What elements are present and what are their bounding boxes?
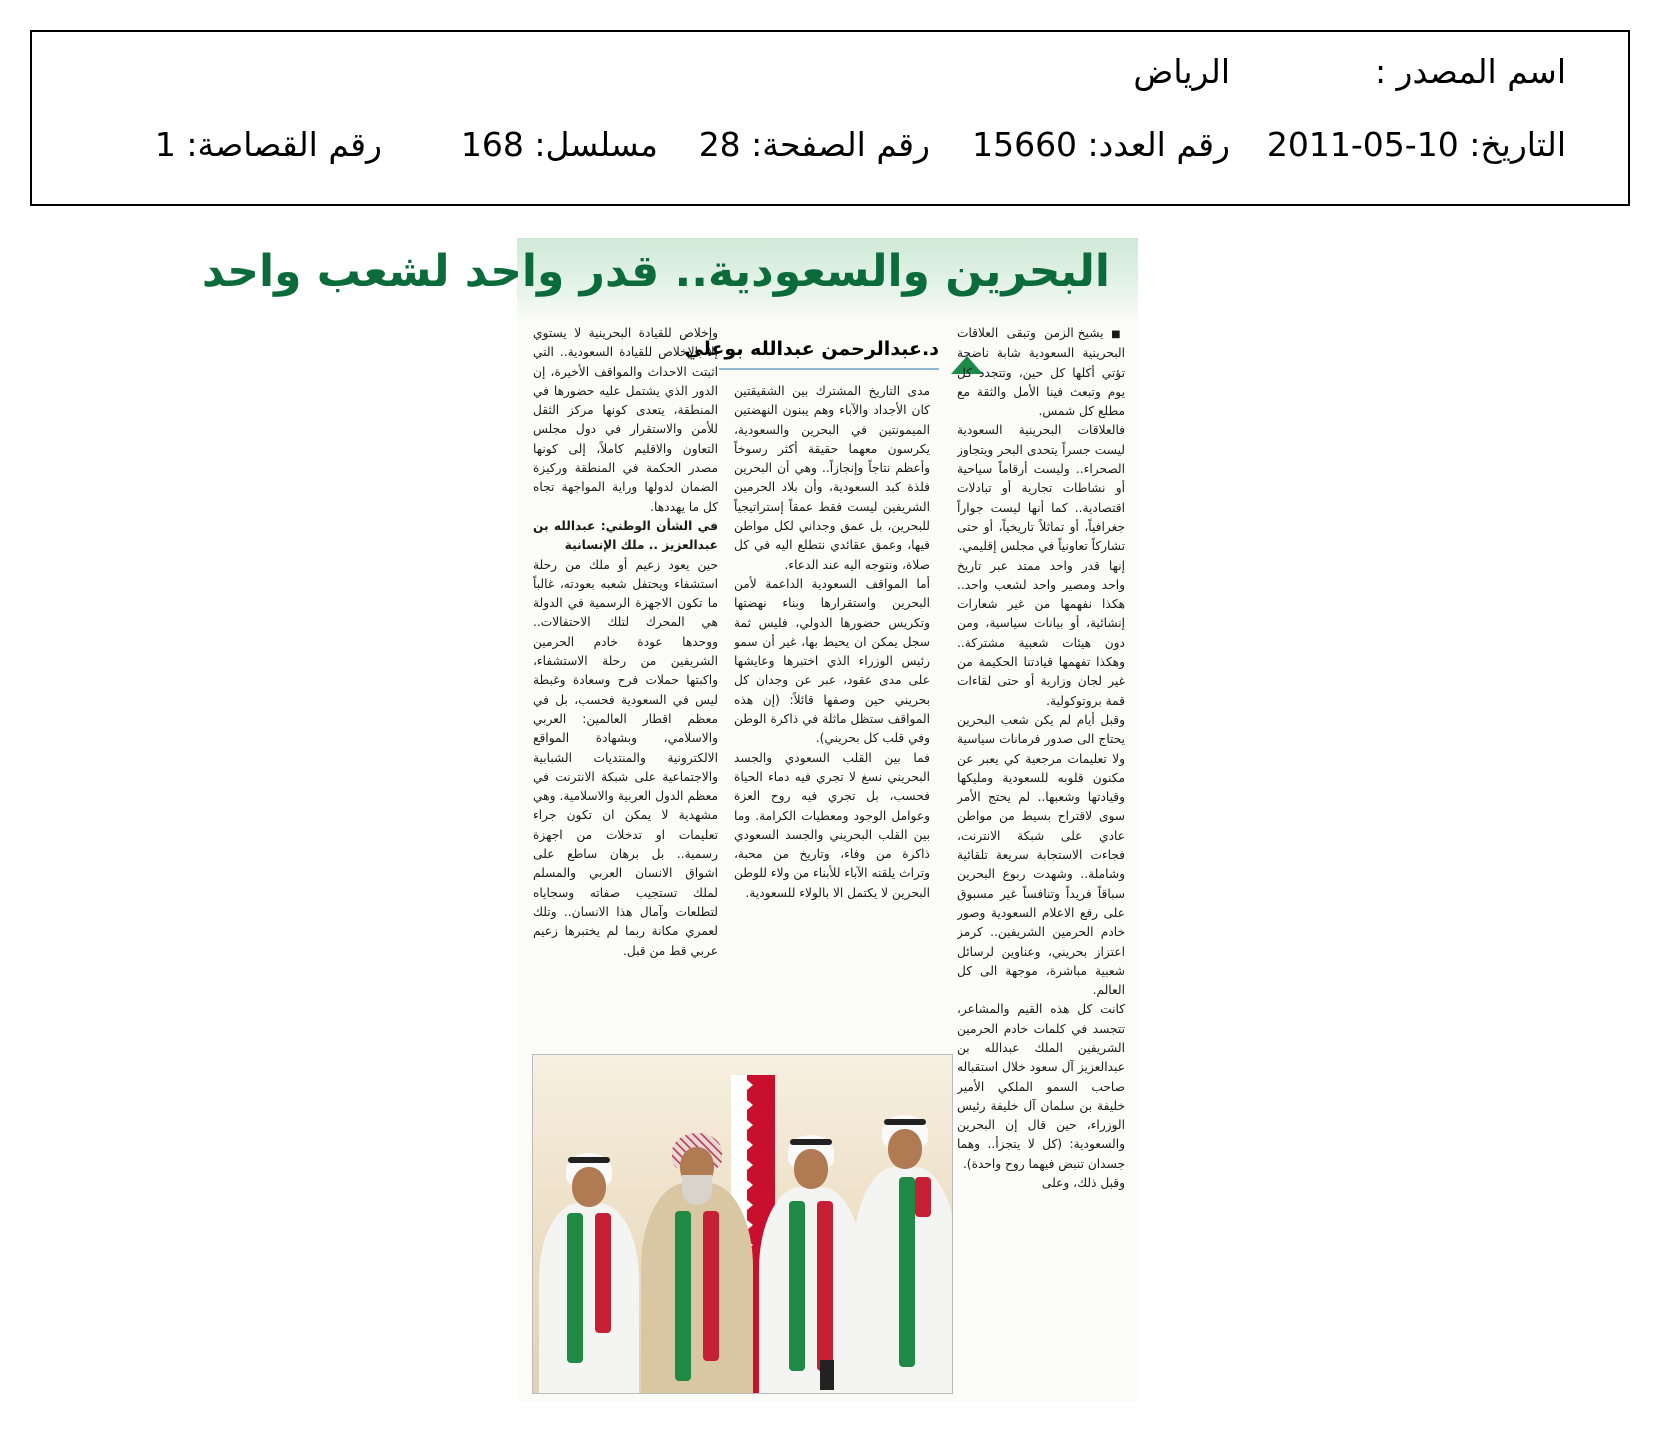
paragraph: فالعلاقات البحرينية السعودية ليست جسراً يتحدى البحر ويتجاوز الصحراء.. وليست أرقاماً سياحية أو نشاطات تجارية أو تبادلات اقتصادية.. كما أنها ليست جواراً جغرافياً، أو تماثلاً تاريخياً، أو حتى تشاركاً تعاونياً في مجلس إقليمي. — [957, 423, 1125, 554]
source-label: اسم المصدر : — [1374, 52, 1566, 91]
paragraph: إنها قدر واحد ممتد عبر تاريخ واحد ومصير واحد لشعب واحد.. هكذا نفهمها من غير شعارات إنشائية، أو بيانات سياسية، ومن دون هيئات شعبية مشتركة.. وهكذا تفهمها قيادتنا الحكيمة من غير لجان وزارية أو حتى لقاءات قمة بروتوكولية. — [957, 558, 1125, 708]
date-field: التاريخ: 10-05-2011 — [1266, 125, 1566, 164]
agal — [790, 1139, 832, 1145]
thobe — [539, 1203, 639, 1393]
person-figure — [641, 1133, 753, 1393]
paragraph: ■ يشيخ الزمن وتبقى العلاقات البحرينية السعودية شابة ناضجة تؤتي أكلها كل حين، وتتجدد كل يوم وتبعث فينا الأمل والثقة مع مطلع كل شمس. — [957, 324, 1125, 421]
flag-serration — [741, 1095, 753, 1115]
beard — [682, 1175, 712, 1205]
source-info-box — [30, 30, 1630, 206]
newspaper-clipping — [201, 238, 1138, 1402]
paragraph: فما بين القلب السعودي والجسد البحريني نسغ لا تجري فيه دماء الحياة فحسب، بل تجري فيه روح العزة وعوامل الوجود ومعطيات الكرامة. وما بين القلب البحريني والجسد السعودي ذاكرة من وفاء، وتاريخ من محبة، وتراث يلقنه الآباء للأبناء من ولاء للوطن البحرين لا يكتمل الا بالولاء للسعودية. — [734, 750, 930, 900]
person-figure — [539, 1153, 639, 1393]
clip-number-field: رقم القصاصة: 1 — [154, 125, 382, 164]
face — [888, 1129, 922, 1169]
agal — [568, 1157, 610, 1163]
person-figure — [853, 1115, 953, 1393]
page-number-field: رقم الصفحة: 28 — [698, 125, 930, 164]
paragraph: وقبل ذلك، وعلى — [1041, 1176, 1125, 1191]
microphone-stand — [820, 1360, 834, 1390]
article-photo — [532, 1054, 953, 1394]
author-byline: د.عبدالرحمن عبدالله بوعلي — [684, 338, 939, 360]
byline-block — [684, 338, 939, 374]
serial-field: مسلسل: 168 — [460, 125, 658, 164]
face — [572, 1167, 606, 1207]
flag-serration — [741, 1075, 753, 1095]
paragraph: وإخلاص للقيادة البحرينية لا يستوي إلا بالإخلاص للقيادة السعودية.. التي اثبتت الاحداث والمواقف الأخيرة، إن الدور الذي يشتمل عليه حضورها في المنطقة، يتعدى كونها مركز الثقل للأمن والاستقرار في دول مجلس التعاون والاقليم كاملاً، إلى كونها مصدر الحكمة في المنطقة وركيزة الضمان لدولها وراية المواجهة تجاه كل ما يهددها. — [533, 326, 718, 514]
scarf — [817, 1201, 833, 1371]
thobe — [759, 1187, 863, 1393]
scarf — [789, 1201, 805, 1371]
headline-band — [201, 238, 1138, 320]
paragraph: مدى التاريخ المشترك بين الشقيقتين كان الأجداد والآباء وهم يبنون النهضتين الميمونتين في البحرين والسعودية، يكرسون معهما حقيقة أكثر رسوخاً وأعظم نتاجاً وإنجازاً.. وهي أن البحرين فلذة كبد السعودية، وأن بلاد الحرمين الشريفين ليست فقط عمقاً إستراتيجياً للبحرين، بل عمق وجداني لكل مواطن فيها، وعمق عقائدي نتطلع اليه في كل صلاة، ونتوجه اليه عند الدعاء. — [734, 384, 930, 572]
paragraph: وقبل أيام لم يكن شعب البحرين يحتاج الى صدور فرمانات سياسية ولا تعليمات مرجعية كي يعبر عن مكنون قلوبه للسعودية ومليكها وقيادتها وشعبها.. لم يحتج الأمر سوى لاقتراح بسيط من مواطن عادي على شبكة الانترنت، فجاءت الاستجابة سريعة تلقائية وشاملة.. وشهدت ربوع البحرين سباقاً فريداً وتنافساً غير مسبوق على رفع الاعلام السعودية وصور خادم الحرمين الشريفين.. كرمز اعتزاز بحريني، وعناوين لرسائل شعبية مباشرة، موجهة الى كل العالم. — [957, 712, 1125, 998]
paragraph: كانت كل هذه القيم والمشاعر، تتجسد في كلمات خادم الحرمين الشريفين الملك عبدالله بن عبدالعزيز آل سعود خلال استقباله صاحب السمو الملكي الأمير خليفة بن سلمان آل خليفة رئيس الوزراء، حين قال إن البحرين والسعودية: (كل لا يتجزأ.. وهما جسدان تنبض فيهما روح واحدة). — [957, 1002, 1125, 1171]
article-column-right — [957, 324, 1125, 1302]
scarf — [915, 1177, 931, 1217]
byline-divider — [719, 368, 939, 370]
source-name: الرياض — [1133, 52, 1230, 91]
person-figure — [759, 1135, 863, 1393]
scarf — [675, 1211, 691, 1381]
face — [794, 1149, 828, 1189]
agal — [884, 1119, 926, 1125]
subheading: في الشأن الوطني: عبدالله بن عبدالعزيز .. ملك الإنسانية — [533, 518, 718, 553]
paragraph: أما المواقف السعودية الداعمة لأمن البحرين واستقرارها وبناء نهضتها وتكريس حضورها الدولي، فليس ثمة سجل يمكن ان يحيط بها، غير أن سمو رئيس الوزراء الذي اختبرها وعايشها على مدى عقود، عبر عن وجدان كل بحريني حين وصفها قائلاً: (إن هذه المواقف ستظل ماثلة في ذاكرة الوطن وفي قلب كل بحريني). — [734, 576, 930, 746]
scarf — [595, 1213, 611, 1333]
scarf — [567, 1213, 583, 1363]
issue-number-field: رقم العدد: 15660 — [972, 125, 1230, 164]
flag-serration — [741, 1115, 753, 1135]
bisht — [641, 1183, 753, 1393]
scarf — [703, 1211, 719, 1361]
article-headline: البحرين والسعودية.. قدر واحد لشعب واحد — [201, 246, 1110, 297]
paragraph: حين يعود زعيم أو ملك من رحلة استشفاء ويحتفل شعبه بعودته، غالباً ما تكون الاجهزة الرسمية في الدولة هي المحرك لتلك الاحتفالات.. ووحدها عودة خادم الحرمين الشريفين من رحلة الاستشفاء، واكبتها حملات فرح وسعادة وغبطة ليس في السعودية فحسب، بل في معظم اقطار العالمين: العربي والاسلامي، وبشهادة المواقع الالكترونية والمنتديات الشبابية والاجتماعية على شبكة الانترنت في معظم الدول العربية والاسلامية. وهي مشهدية لا يمكن ان تكون جراء تعليمات او تدخلات من اجهزة رسمية.. بل برهان ساطع على اشواق الانسان العربي والمسلم لملك تستجيب صفاته وسجاياه لتطلعات وآمال هذا الانسان.. وتلك لعمري مكانة ربما لم يختبرها زعيم عربي قط من قبل. — [533, 557, 718, 958]
scarf — [899, 1177, 915, 1367]
